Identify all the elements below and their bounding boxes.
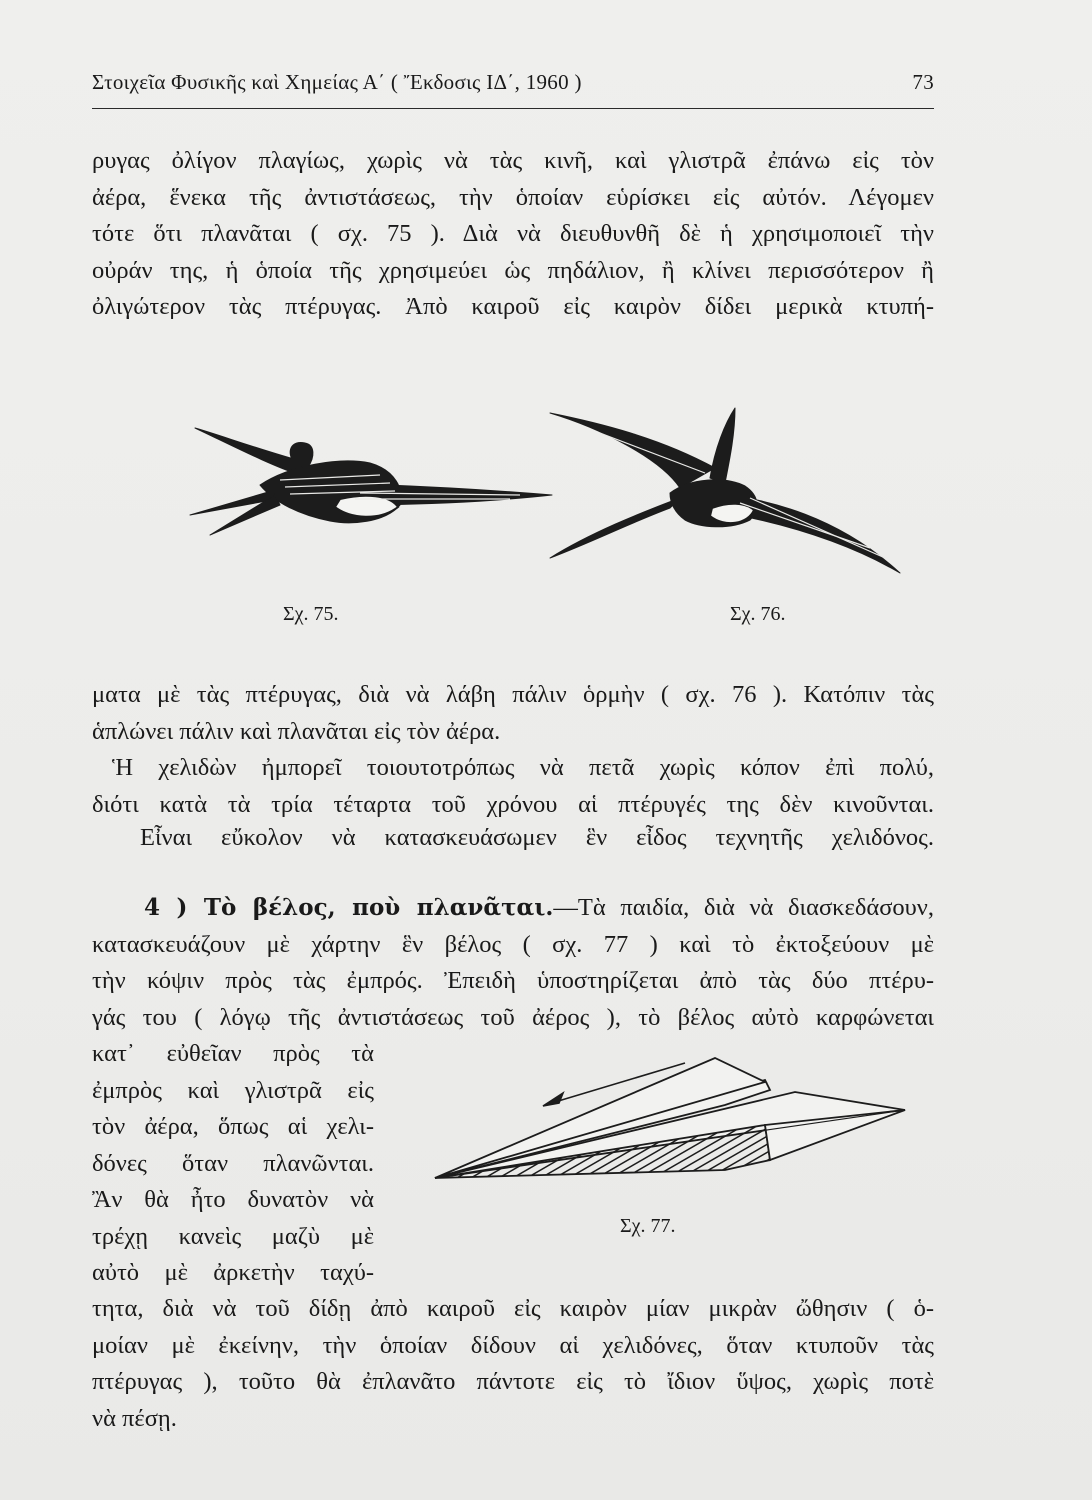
text-line: αὐτὸ μὲ ἀρκετὴν ταχύ- bbox=[92, 1259, 374, 1286]
header-title: Στοιχεῖα Φυσικῆς καὶ Χημείας Α΄ ( Ἔκδοσις ΙΔ΄, 1960 ) bbox=[92, 70, 582, 94]
paper-dart-figure bbox=[425, 1050, 915, 1190]
section-title: 4 ) Τὸ βέλος, ποὺ πλανᾶται. bbox=[144, 894, 554, 921]
text-line: ὀλιγώτερον τὰς πτέρυγας. Ἀπὸ καιροῦ εἰς καιρὸν δίδει μερικὰ κτυπή- bbox=[92, 293, 934, 320]
page-number: 73 bbox=[912, 70, 934, 94]
text-line: κατασκευάζουν μὲ χάρτην ἓν βέλος ( σχ. 77 ) καὶ τὸ ἐκτοξεύουν μὲ bbox=[92, 930, 934, 958]
text-line: γάς του ( λόγῳ τῆς ἀντιστάσεως τοῦ ἀέρος ), τὸ βέλος αὐτὸ καρφώνεται bbox=[92, 1003, 934, 1031]
paragraph-4 bbox=[92, 820, 934, 857]
text-line: τότε ὅτι πλανᾶται ( σχ. 75 ). Διὰ νὰ διευθυνθῆ δὲ ἡ χρησιμοποιεῖ τὴν bbox=[92, 220, 934, 247]
figure-77-caption: Σχ. 77. bbox=[620, 1215, 676, 1237]
narrow-text-column bbox=[92, 1036, 374, 1292]
running-header bbox=[92, 70, 934, 95]
figure-75-caption: Σχ. 75. bbox=[283, 603, 339, 625]
paragraph-2 bbox=[92, 677, 934, 750]
section-first-line-rest: —Τὰ παιδία, διὰ νὰ διασκεδάσουν, bbox=[553, 894, 934, 921]
section-first-line bbox=[92, 890, 934, 927]
text-line: νὰ πέσῃ. bbox=[92, 1404, 177, 1432]
text-line: ρυγας ὀλίγον πλαγίως, χωρὶς νὰ τὰς κινῆ, καὶ γλιστρᾶ ἐπάνω εἰς τὸν bbox=[92, 147, 934, 174]
text-line: τητα, διὰ νὰ τοῦ δίδῃ ἀπὸ καιροῦ εἰς καιρὸν μίαν μικρὰν ὤθησιν ( ὁ- bbox=[92, 1295, 934, 1322]
text-line: ἐμπρὸς καὶ γλιστρᾶ εἰς bbox=[92, 1076, 374, 1104]
text-line: ματα μὲ τὰς πτέρυγας, διὰ νὰ λάβη πάλιν ὁρμὴν ( σχ. 76 ). Κατόπιν τὰς bbox=[92, 681, 934, 708]
text-line: Ἂν θὰ ἦτο δυνατὸν νὰ bbox=[92, 1186, 374, 1213]
figure-76-caption: Σχ. 76. bbox=[730, 603, 786, 625]
text-line: μοίαν μὲ ἐκείνην, τὴν ὁποίαν δίδουν αἱ χελιδόνες, ὅταν κτυποῦν τὰς bbox=[92, 1331, 934, 1359]
text-line: διότι κατὰ τὰ τρία τέταρτα τοῦ χρόνου αἱ πτέρυγές της δὲν κινοῦνται. bbox=[92, 790, 934, 818]
text-line: τὴν κόψιν πρὸς τὰς ἐμπρός. Ἐπειδὴ ὑποστηρίζεται ἀπὸ τὰς δύο πτέρυ- bbox=[92, 967, 934, 994]
text-line: ἁπλώνει πάλιν καὶ πλανᾶται εἰς τὸν ἀέρα. bbox=[92, 717, 501, 745]
text-line: Ἡ χελιδὼν ἠμπορεῖ τοιουτοτρόπως νὰ πετᾶ χωρὶς κόπον ἐπὶ πολύ, bbox=[112, 754, 934, 781]
text-line: κατ᾽ εὐθεῖαν πρὸς τὰ bbox=[92, 1040, 374, 1067]
paragraph-1 bbox=[92, 143, 934, 326]
text-line: ἀέρα, ἕνεκα τῆς ἀντιστάσεως, τὴν ὁποίαν εὑρίσκει εἰς αὐτόν. Λέγομεν bbox=[92, 183, 934, 211]
header-rule bbox=[92, 108, 934, 109]
paragraph-3 bbox=[92, 750, 934, 823]
text-line: πτέρυγας ), τοῦτο θὰ ἐπλανᾶτο πάντοτε εἰς τὸ ἴδιον ὕψος, χωρὶς ποτὲ bbox=[92, 1368, 934, 1395]
swallow-gliding-figure bbox=[180, 395, 560, 575]
text-line: Εἶναι εὔκολον νὰ κατασκευάσωμεν ἓν εἶδος τεχνητῆς χελιδόνος. bbox=[140, 824, 934, 851]
section-4-continued bbox=[92, 1291, 934, 1437]
section-4 bbox=[92, 890, 934, 1036]
text-line: τρέχῃ κανεὶς μαζὺ μὲ bbox=[92, 1222, 374, 1250]
text-line: τὸν ἀέρα, ὅπως αἱ χελι- bbox=[92, 1113, 374, 1140]
swallow-flapping-figure bbox=[540, 398, 910, 583]
text-line: οὐράν της, ἡ ὁποία τῆς χρησιμεύει ὡς πηδάλιον, ἢ κλίνει περισσότερον ἢ bbox=[92, 256, 934, 284]
text-line: δόνες ὅταν πλανῶνται. bbox=[92, 1149, 374, 1177]
